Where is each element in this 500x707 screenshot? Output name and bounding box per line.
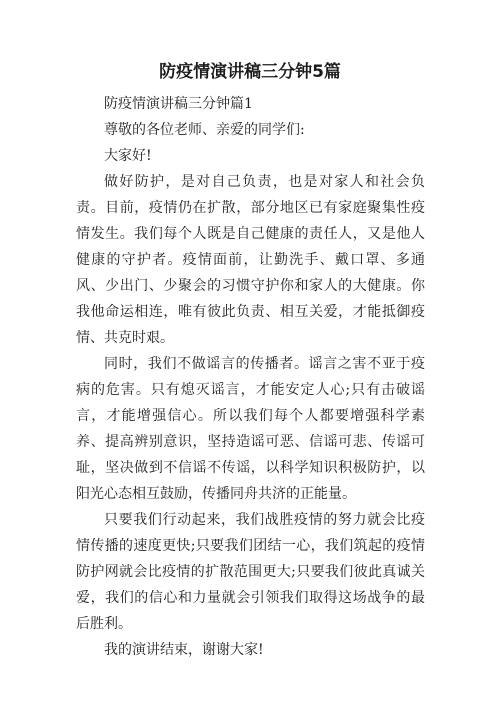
paragraph: 同时，我们不做谣言的传播者。谣言之害不亚于疫病的危害。只有熄灭谣言，才能安定人心;只有击破谣言，才能增强信心。所以我们每个人都要增强科学素养、提高辨别意识，坚持造谣可恶、信谣可悲、传谣可耻，坚决做到不信谣不传谣，以科学知识积极防护，以阳光心态相互鼓励，传播同舟共济的正能量。 [76,356,425,502]
closing-line: 我的演讲结束，谢谢大家! [104,642,264,658]
greeting: 大家好! [104,148,152,164]
salutation: 尊敬的各位老师、亲爱的同学们: [104,122,305,138]
document-body [76,91,425,663]
paragraph: 只要我们行动起来，我们战胜疫情的努力就会比疫情传播的速度更快;只要我们团结一心，我们筑起的疫情防护网就会比疫情的扩散范围更大;只要我们彼此真诚关爱，我们的信心和力量就会引领我们取得这场战争的最后胜利。 [76,512,425,632]
document-title: 防疫情演讲稿三分钟5篇 [159,62,341,82]
paragraph: 做好防护，是对自己负责，也是对家人和社会负责。目前，疫情仍在扩散，部分地区已有家庭聚集性疫情发生。我们每个人既是自己健康的责任人，又是他人健康的守护者。疫情面前，让勤洗手、戴口罩、多通风、少出门、少聚会的习惯守护你和家人的大健康。你我他命运相连，唯有彼此负责、相互关爱，才能抵御疫情、共克时艰。 [76,174,425,346]
section-heading: 防疫情演讲稿三分钟篇1 [104,96,253,112]
